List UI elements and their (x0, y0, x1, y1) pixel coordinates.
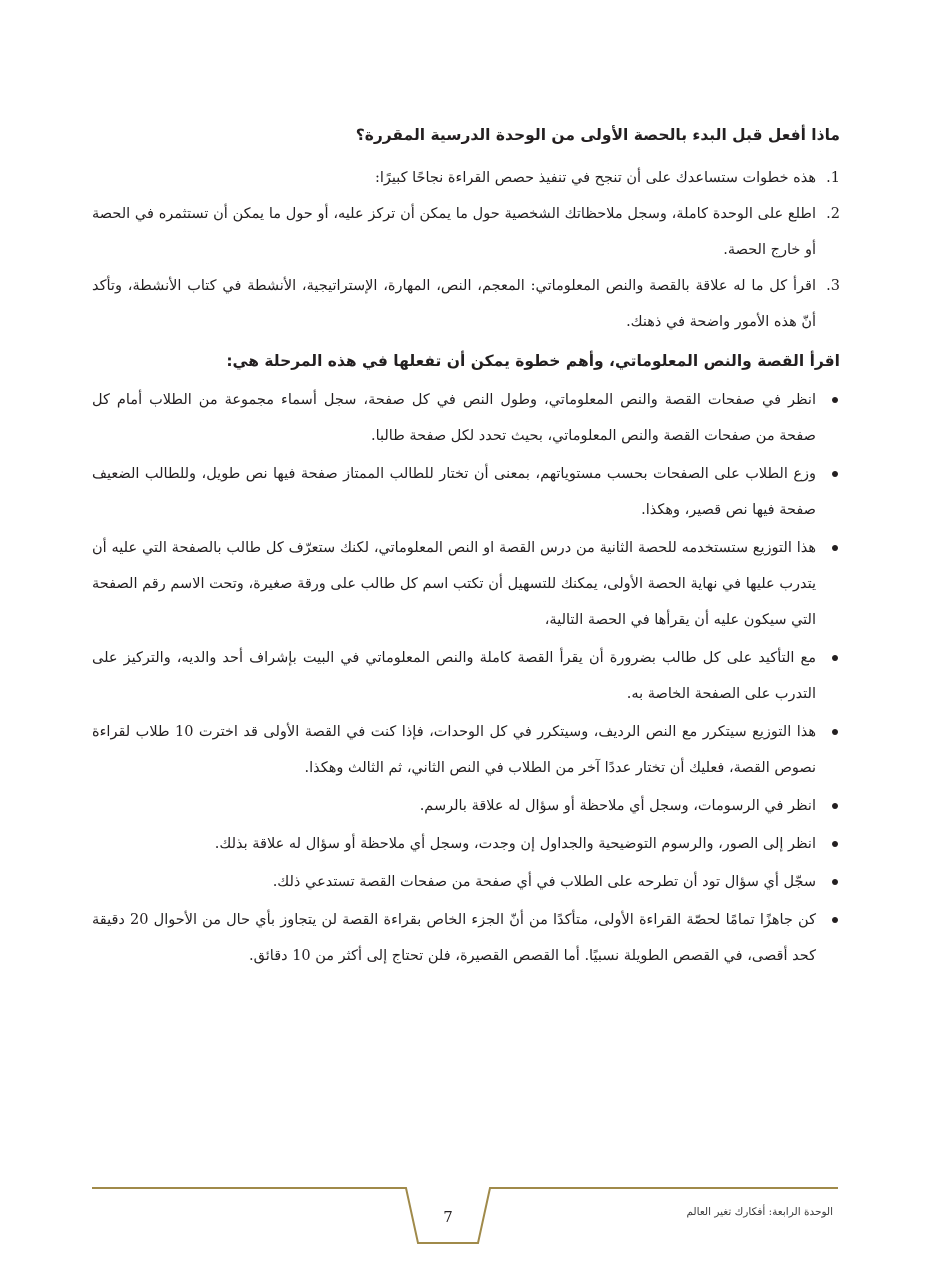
step-item (92, 268, 840, 340)
bullet-dot-icon (832, 879, 838, 885)
bullet-text: انظر إلى الصور، والرسوم التوضيحية والجداول إن وجدت، وسجل أي ملاحظة أو سؤال له علاقة بذلك. (214, 836, 816, 852)
bullet-dot-icon (832, 655, 838, 661)
bullet-dot-icon (832, 841, 838, 847)
bullet-item (92, 382, 840, 454)
bullet-dot-icon (832, 729, 838, 735)
bullet-text: هذا التوزيع سيتكرر مع النص الرديف، وسيتكرر في كل الوحدات، فإذا كنت في القصة الأولى قد اخترت 10 طلاب لقراءة نصوص القصة، فعليك أن تختار عددًا آخر من الطلاب في النص الثاني، ثم الثالث وهكذا. (92, 724, 816, 776)
step-text: اقرأ كل ما له علاقة بالقصة والنص المعلوماتي: المعجم، النص، المهارة، الإستراتيجية، الأنشطة في كتاب الأنشطة، وتأكد أنّ هذه الأمور واضحة في ذهنك. (92, 278, 816, 330)
bullet-dot-icon (832, 803, 838, 809)
section-heading-read-story: اقرأ القصة والنص المعلوماتي، وأهم خطوة يمكن أن تفعلها في هذه المرحلة هي: (226, 352, 840, 370)
bullet-text: مع التأكيد على كل طالب بضرورة أن يقرأ القصة كاملة والنص المعلوماتي في البيت بإشراف أحد والديه، والتركيز على التدرب على الصفحة الخاصة به. (92, 650, 816, 702)
bullet-text: انظر في صفحات القصة والنص المعلوماتي، وطول النص في كل صفحة، سجل أسماء مجموعة من الطلاب أمام كل صفحة من صفحات القصة والنص المعلوماتي، بحيث تحدد لكل صفحة طالبا. (92, 392, 816, 444)
bullet-dot-icon (832, 471, 838, 477)
bullet-dot-icon (832, 917, 838, 923)
bullet-text: كن جاهزًا تمامًا لحصّة القراءة الأولى، متأكدًا من أنّ الجزء الخاص بقراءة القصة لن يتجاوز بأي حال من الأحوال 20 دقيقة كحد أقصى، في القصص الطويلة نسبيًا. أما القصص القصيرة، فلن تحتاج إلى أكثر من 10 دقائق. (92, 912, 816, 964)
bullet-item (92, 864, 840, 900)
step-text: هذه خطوات ستساعدك على أن تنجح في تنفيذ حصص القراءة نجاحًا كبيرًا: (374, 170, 816, 186)
bullet-text: هذا التوزيع ستستخدمه للحصة الثانية من درس القصة او النص المعلوماتي، لكنك ستعرّف كل طالب بالصفحة التي عليه أن يتدرب عليها في نهاية الحصة الأولى، يمكنك للتسهيل أن تكتب اسم كل طالب على ورقة صغيرة، وتحت الاسم رقم الصفحة التي سيكون عليه أن يقرأها في الحصة التالية، (92, 540, 816, 628)
steps-list (92, 160, 840, 340)
page-number: 7 (443, 1208, 453, 1226)
page-content (92, 118, 840, 976)
running-title: الوحدة الرابعة: أفكارك تغير العالم (686, 1206, 833, 1218)
step-item (92, 160, 840, 196)
bullet-dot-icon (832, 545, 838, 551)
bullet-item (92, 788, 840, 824)
step-text: اطلع على الوحدة كاملة، وسجل ملاحظاتك الشخصية حول ما يمكن أن تركز عليه، أو حول ما يمكن أن تستثمره في الحصة أو خارج الحصة. (92, 206, 817, 258)
bullet-item (92, 640, 840, 712)
step-number: 3. (826, 278, 840, 294)
step-number: 1. (826, 170, 840, 186)
bullet-item (92, 902, 840, 974)
bullet-item (92, 456, 840, 528)
bullet-dot-icon (832, 397, 838, 403)
bullet-text: انظر في الرسومات، وسجل أي ملاحظة أو سؤال له علاقة بالرسم. (419, 798, 816, 814)
section-heading-before-first-lesson: ماذا أفعل قبل البدء بالحصة الأولى من الوحدة الدرسية المقررة؟ (355, 126, 840, 144)
bullet-item (92, 826, 840, 862)
step-item (92, 196, 840, 268)
bullet-text: سجّل أي سؤال تود أن تطرحه على الطلاب في أي صفحة من صفحات القصة تستدعي ذلك. (272, 874, 816, 890)
bullet-list (92, 382, 840, 974)
bullet-item (92, 714, 840, 786)
bullet-item (92, 530, 840, 638)
step-number: 2. (826, 206, 840, 222)
bullet-text: وزع الطلاب على الصفحات بحسب مستوياتهم، بمعنى أن تختار للطالب الممتاز صفحة فيها نص طويل، وللطالب الضعيف صفحة فيها نص قصير، وهكذا. (92, 466, 816, 518)
